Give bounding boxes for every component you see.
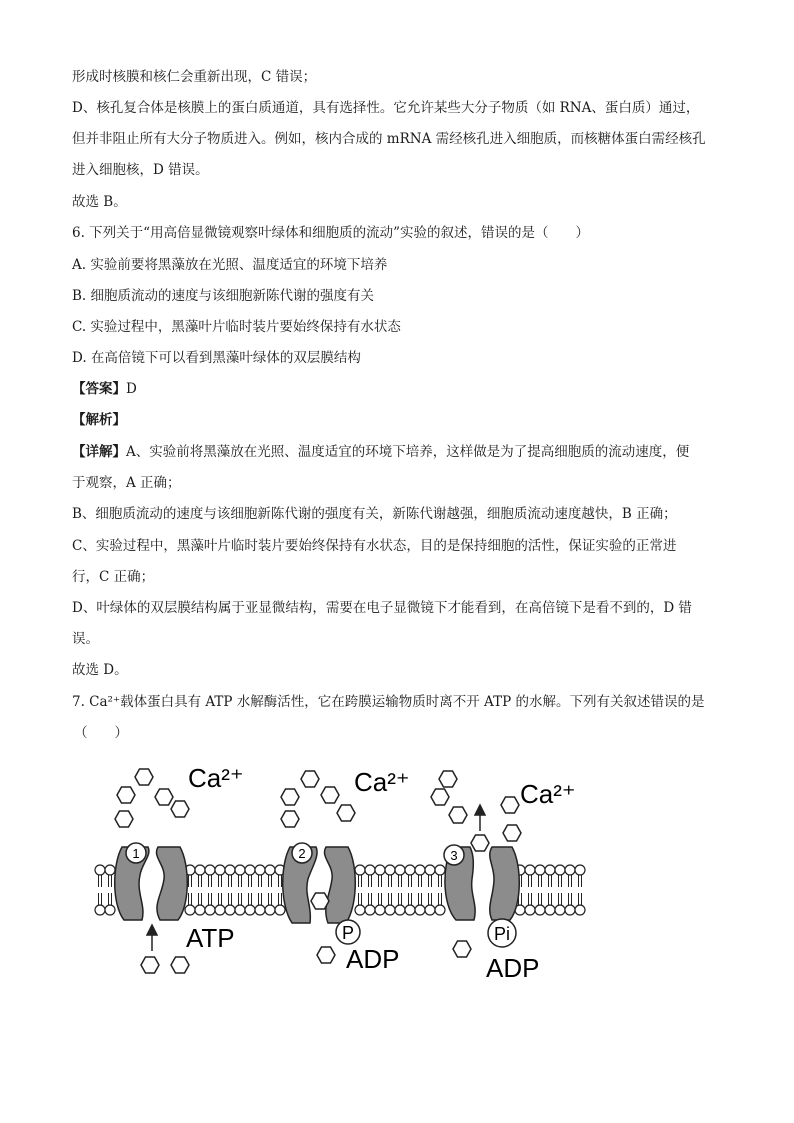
lipid-head-bottom (265, 893, 275, 915)
lipid-head-top (425, 865, 435, 887)
calcium-label-1: Ca²⁺ (188, 763, 244, 793)
lipid-head-bottom (235, 893, 245, 915)
lipid-head-bottom (565, 893, 575, 915)
step-number-1: 1 (132, 846, 140, 861)
lipid-head-bottom (355, 893, 365, 915)
lipid-head-bottom (415, 893, 425, 915)
calcium-transport-diagram (90, 755, 590, 985)
step-number-3: 3 (450, 848, 458, 863)
detail-line: D、叶绿体的双层膜结构属于亚显微结构，需要在电子显微镜下才能看到，在高倍镜下是看不到的，D 错 (72, 600, 692, 616)
lipid-head-top (525, 865, 535, 887)
lipid-head-bottom (385, 893, 395, 915)
detail-line: 故选 D。 (72, 662, 128, 678)
lipid-head-top (215, 865, 225, 887)
lipid-head-bottom (395, 893, 405, 915)
detail-line: 误。 (72, 631, 99, 647)
option-a: A. 实验前要将黑藻放在光照、温度适宜的环境下培养 (72, 257, 388, 273)
carrier-protein-2 (283, 843, 356, 923)
answer-line (72, 380, 137, 398)
lipid-head-bottom (365, 893, 375, 915)
question-7-stem: 7. Ca²⁺载体蛋白具有 ATP 水解酶活性，它在跨膜运输物质时离不开 ATP 的水解。下列有关叙述错误的是 (72, 694, 705, 710)
lipid-head-top (415, 865, 425, 887)
lipid-head-top (565, 865, 575, 887)
lipid-head-bottom (555, 893, 565, 915)
carrier-protein-1 (115, 843, 188, 920)
detail-line: 于观察，A 正确； (72, 475, 181, 491)
lipid-head-bottom (105, 893, 115, 915)
text-line: 但并非阻止所有大分子物质进入。例如，核内合成的 mRNA 需经核孔进入细胞质，而核糖体蛋白需经核孔 (72, 131, 706, 147)
lipid-head-top (245, 865, 255, 887)
question-6-stem: 6. 下列关于“用高倍显微镜观察叶绿体和细胞质的流动”实验的叙述，错误的是（ ） (72, 225, 589, 241)
lipid-head-top (375, 865, 385, 887)
lipid-head-bottom (435, 893, 445, 915)
lipid-head-top (435, 865, 445, 887)
lipid-head-top (265, 865, 275, 887)
lipid-head-top (545, 865, 555, 887)
lipid-head-bottom (545, 893, 555, 915)
text-line: 形成时核膜和核仁会重新出现，C 错误； (72, 69, 317, 85)
detail-label: 【详解】 (72, 444, 126, 460)
lipid-head-bottom (205, 893, 215, 915)
lipid-head-bottom (195, 893, 205, 915)
lipid-head-top (205, 865, 215, 887)
lipid-head-top (105, 865, 115, 887)
detail-line (72, 443, 689, 461)
lipid-head-top (385, 865, 395, 887)
answer-value: D (126, 381, 137, 397)
option-c: C. 实验过程中，黑藻叶片临时装片要始终保持有水状态 (72, 319, 401, 335)
lipid-head-top (235, 865, 245, 887)
lipid-head-top (405, 865, 415, 887)
option-b: B. 细胞质流动的速度与该细胞新陈代谢的强度有关 (72, 288, 375, 304)
text-line: 进入细胞核，D 错误。 (72, 162, 209, 178)
lipid-head-bottom (425, 893, 435, 915)
option-d: D. 在高倍镜下可以看到黑藻叶绿体的双层膜结构 (72, 350, 361, 366)
detail-text: A、实验前将黑藻放在光照、温度适宜的环境下培养，这样做是为了提高细胞质的流动速度，便 (126, 444, 690, 460)
lipid-head-top (95, 865, 105, 887)
lipid-head-bottom (225, 893, 235, 915)
lipid-head-bottom (375, 893, 385, 915)
lipid-head-bottom (95, 893, 105, 915)
analysis-label: 【解析】 (72, 412, 126, 428)
text-line: D、核孔复合体是核膜上的蛋白质通道，具有选择性。它允许某些大分子物质（如 RNA、蛋白质）通过， (72, 100, 700, 116)
question-7-bracket: （ ） (74, 725, 128, 741)
lipid-head-bottom (255, 893, 265, 915)
lipid-head-bottom (245, 893, 255, 915)
phosphate-label: P (341, 923, 355, 943)
lipid-head-top (255, 865, 265, 887)
adp-label-2: ADP (346, 944, 400, 974)
lipid-head-top (355, 865, 365, 887)
detail-line: C、实验过程中，黑藻叶片临时装片要始终保持有水状态，目的是保持细胞的活性，保证实验的正常进 (72, 538, 677, 554)
lipid-head-top (395, 865, 405, 887)
lipid-head-top (225, 865, 235, 887)
lipid-head-bottom (215, 893, 225, 915)
adp-label-3: ADP (486, 953, 540, 983)
lipid-head-bottom (525, 893, 535, 915)
lipid-head-bottom (535, 893, 545, 915)
detail-line: B、细胞质流动的速度与该细胞新陈代谢的强度有关，新陈代谢越强，细胞质流动速度越快，B 正确； (72, 506, 677, 522)
lipid-head-top (195, 865, 205, 887)
lipid-head-top (535, 865, 545, 887)
calcium-label-3: Ca²⁺ (520, 779, 576, 809)
lipid-head-bottom (575, 893, 585, 915)
answer-label: 【答案】 (72, 381, 126, 397)
lipid-head-top (575, 865, 585, 887)
lipid-head-top (365, 865, 375, 887)
detail-line: 行，C 正确； (72, 569, 155, 585)
text-line: 故选 B。 (72, 194, 127, 210)
atp-label: ATP (186, 923, 235, 953)
carrier-protein-3 (444, 845, 519, 920)
lipid-head-bottom (405, 893, 415, 915)
lipid-head-top (555, 865, 565, 887)
calcium-label-2: Ca²⁺ (354, 767, 410, 797)
inorganic-phosphate-label: Pi (493, 924, 511, 944)
step-number-2: 2 (298, 846, 306, 861)
